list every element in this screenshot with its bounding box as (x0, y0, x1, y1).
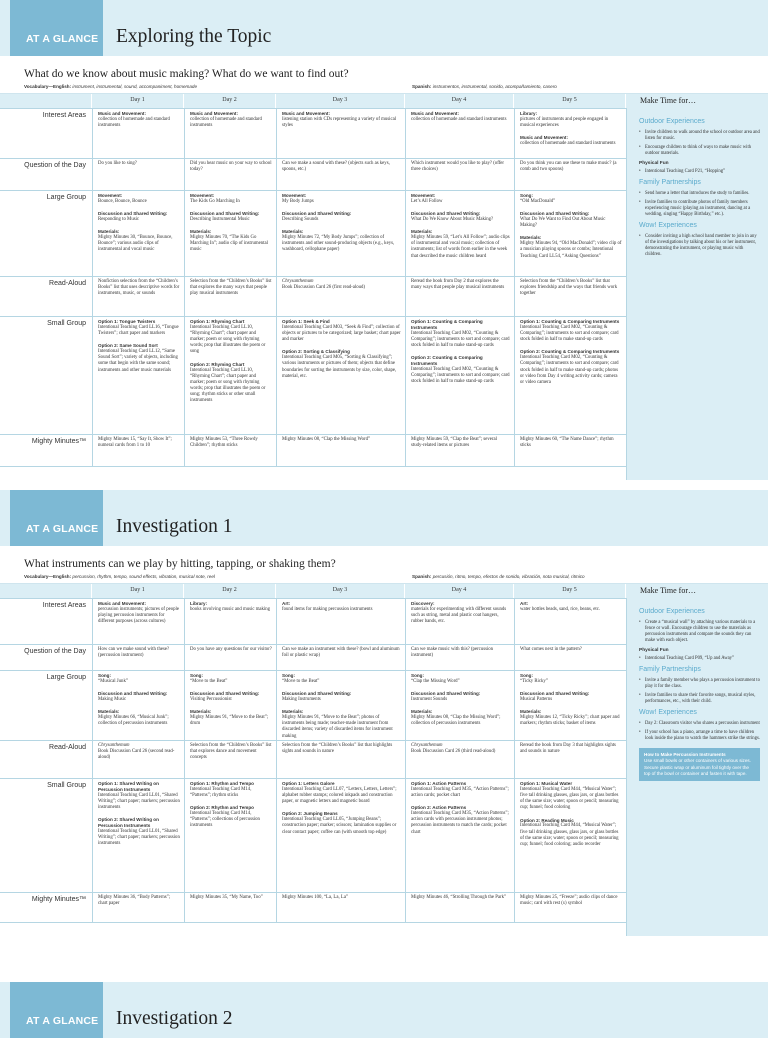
sidebar-heading: Wow! Experiences (639, 222, 697, 230)
sidebar-list-item: • Day 2: Classroom visitor who shares a percussion instrument (639, 721, 760, 727)
activity-type: Music and Movement: (282, 111, 330, 116)
schedule-cell: Library: books involving music and music making (184, 598, 276, 644)
page-title: Investigation 1 (116, 516, 233, 538)
activity-type: Movement: (190, 193, 215, 198)
day-label: Day 2 (222, 97, 237, 103)
activity-type: Music and Movement: (98, 111, 146, 116)
schedule-cell: Did you hear music on your way to school today? (184, 158, 276, 190)
row-label: Interest Areas (42, 112, 86, 119)
day-column-header (92, 94, 184, 108)
activity-type: Materials: (282, 229, 304, 235)
schedule-cell: Art: found items for making percussion instruments (276, 598, 405, 644)
activity-type: Library: (520, 111, 538, 116)
schedule-cell: Song: “Clap the Missing Word” Discussion and Shared Writing: Instrument Sounds Materials: Mighty Minutes 08, “Clap the Missing Word”; collection of percussion instruments (405, 670, 514, 740)
activity-type: Materials: (411, 709, 433, 715)
activity-type: Option 2: Action Patterns (411, 805, 467, 811)
schedule-cell: Mighty Minutes 100, “La, La, La” (276, 892, 405, 922)
activity-type: Materials: (520, 235, 542, 241)
vocabulary-english (24, 84, 197, 90)
schedule-cell: Nonfiction selection from the “Children’s Books” list that uses descriptive words for instruments, music, or sounds (92, 276, 184, 316)
activity-type: Song: (98, 673, 112, 678)
activity-type: Materials: (520, 709, 542, 715)
day-label: Day 2 (222, 587, 237, 593)
sidebar-list (639, 656, 760, 662)
schedule-cell: Song: “Musical Junk” Discussion and Shared Writing: Making Music Materials: Mighty Minutes 66, “Musical Junk”; collection of percussion instruments (92, 670, 184, 740)
schedule-cell: Movement: Let’s All Follow Discussion and Shared Writing: What Do We Know About Music Making? Materials: Mighty Minutes 59, “Let’s All Follow”; audio clips of instrumental and vocal music; collection of instruments; list of words from earlier in the week that described the music children heard (405, 190, 514, 276)
guiding-question-band (0, 56, 768, 94)
day-column-header (276, 94, 405, 108)
sidebar-list-item: • Intentional Teaching Card P21, “Hopping” (639, 169, 760, 175)
day-label: Day 5 (562, 97, 577, 103)
sidebar-subheading: Physical Fun (639, 648, 669, 654)
activity-type: Song: (282, 673, 296, 678)
vocabulary-spanish (412, 574, 585, 580)
schedule-cell: Movement: The Kids Go Marching In Discussion and Shared Writing: Describing Instrumental Music Materials: Mighty Minutes 70, “The Kids Go Marching In”; audio clip of instrumental music (184, 190, 276, 276)
schedule-cell: Discovery: materials for experimenting with different sounds such as string, metal and plastic coat hangers, rubber bands, etc. (405, 598, 514, 644)
page-header (0, 0, 768, 56)
sidebar-heading: Outdoor Experiences (639, 608, 705, 615)
schedule-cell: Music and Movement: collection of homemade and standard instruments (92, 108, 184, 158)
activity-type: Discussion and Shared Writing: (98, 211, 168, 217)
tab-label: AT A GLANCE (26, 1014, 99, 1027)
how-to-callout (639, 748, 760, 781)
guiding-question: What instruments can we play by hitting, tapping, or shaking them? (24, 558, 336, 570)
schedule-cell: Selection from the “Children’s Books” list that explores dance and movement concepts (184, 740, 276, 778)
vocabulary-spanish (412, 84, 557, 90)
schedule-cell: Option 1: Seek & Find Intentional Teaching Card M03, “Seek & Find”; collection of objects or pictures to be categorized; large basket; chart paper and marker Option 2: Sorting & Classifying Intentional Teaching Card M05, “Sorting & Classifying”; various instruments or pictures of them; objects that define boundaries for sorting the instruments by size, color, shape, material, etc. (276, 316, 405, 434)
at-a-glance-page (0, 0, 768, 490)
activity-type: Song: (411, 673, 425, 678)
activity-type: Materials: (190, 229, 212, 235)
activity-type: Discussion and Shared Writing: (520, 691, 590, 697)
vocabulary-english (24, 574, 215, 580)
activity-type: Discussion and Shared Writing: (520, 211, 590, 217)
callout-text: Use small bowls or other containers of various sizes. Secure plastic wrap or aluminum foil tightly over the top of the bowl or container and fasten it with tape. (644, 758, 751, 776)
row-label: Large Group (46, 194, 86, 201)
schedule-cell: Song: “Ticky Ricky” Discussion and Shared Writing: Musical Patterns Materials: Mighty Minutes 12, “Ticky Ricky”; chart paper and markers; rhythm sticks; basket of items (514, 670, 626, 740)
activity-type: Song: (520, 673, 534, 678)
vocab-label: Vocabulary—English: (24, 84, 72, 89)
sidebar-list-item: • Invite families to share their favorite songs, musical styles, performances, etc., with their child. (639, 693, 760, 705)
at-a-glance-tab (10, 0, 103, 56)
activity-type: Option 1: Counting & Comparing Instruments (520, 319, 620, 324)
schedule-cell: Music and Movement: collection of homemade and standard instruments (405, 108, 514, 158)
activity-type: Art: (520, 601, 529, 606)
row-divider (0, 466, 626, 467)
schedule-cell: Do you think you can use these to make music? (a comb and two spoons) (514, 158, 626, 190)
schedule-cell: Mighty Minutes 46, “Strolling Through the Park” (405, 892, 514, 922)
day-column-header (514, 94, 626, 108)
schedule-cell: Mighty Minutes 53, “Three Rowdy Children”; rhythm sticks (184, 434, 276, 466)
activity-type: Option 2: Jumping Beans (282, 811, 338, 817)
at-a-glance-tab (10, 982, 103, 1038)
activity-type: Discussion and Shared Writing: (190, 691, 260, 697)
schedule-cell: Do you like to sing? (92, 158, 184, 190)
sidebar-subheading: Physical Fun (639, 161, 669, 167)
page-header (0, 982, 768, 1038)
sidebar-list-item: • Invite families to contribute photos of family members experiencing music (playing an instrument, dancing at a wedding, singing “Happy Birthday,” etc.). (639, 200, 760, 218)
row-label: Large Group (46, 674, 86, 681)
make-time-label: Make Time for… (640, 96, 696, 105)
row-label: Question of the Day (24, 648, 86, 655)
day-label: Day 3 (332, 587, 348, 593)
activity-type: Music and Movement: (98, 601, 146, 606)
row-divider (0, 922, 626, 923)
schedule-cell: Mighty Minutes 60, “The Name Dance”; rhythm sticks (514, 434, 626, 466)
sidebar-list-item: • Invite children to walk around the school or outdoor area and listen for music. (639, 130, 760, 142)
row-label: Read-Aloud (49, 280, 86, 287)
activity-type: Art: (282, 601, 291, 606)
make-time-header (626, 584, 768, 598)
schedule-cell: What comes next in the pattern? (514, 644, 626, 670)
schedule-cell: Which instrument would you like to play? (offer three choices) (405, 158, 514, 190)
schedule-cell: Option 1: Action Patterns Intentional Teaching Card M35, “Action Patterns”; action cards; pocket chart Option 2: Action Patterns Intentional Teaching Card M35, “Action Patterns”; action cards with percussion instrument photos; percussion instruments to match the cards; pocket chart (405, 778, 514, 892)
activity-type: Movement: (98, 193, 123, 198)
schedule-cell: Movement: My Body Jumps Discussion and Shared Writing: Describing Sounds Materials: Mighty Minutes 72, “My Body Jumps”; collection of instruments and other sound-producing objects (e.g., keys, washboard, cellophane paper) (276, 190, 405, 276)
activity-type: Materials: (98, 229, 120, 235)
activity-type: Option 1: Rhythm and Tempo (190, 781, 254, 786)
schedule-cell: Option 1: Letters Galore Intentional Teaching Card LL07, “Letters, Letters, Letters”; alphabet rubber stamps; colored inkpads and construction paper, or magnetic letters and magnetic board Option 2: Jumping Beans Intentional Teaching Card LL05, “Jumping Beans”; construction paper; marker; scissors; lamination supplies or clear contact paper; coffee can (with smooth top edge) (276, 778, 405, 892)
activity-type: Discussion and Shared Writing: (282, 691, 352, 697)
schedule-cell: Library: pictures of instruments and people engaged in musical experiences Music and Movement: collection of homemade and standard instruments (514, 108, 626, 158)
activity-type: Materials: (190, 709, 212, 715)
activity-type: Option 2: Rhyming Chart (190, 361, 245, 367)
schedule-cell: Selection from the “Children’s Books” list that explores friendship and the ways that friends work together (514, 276, 626, 316)
activity-type: Music and Movement: (520, 135, 568, 141)
day-column-header (405, 584, 514, 598)
row-label-header (0, 584, 92, 598)
sidebar-list (639, 721, 760, 742)
activity-type: Option 1: Letters Galore (282, 781, 335, 786)
row-label: Read-Aloud (49, 744, 86, 751)
schedule-cell: Reread the book from Day 2 that explores the many ways that people play musical instruments (405, 276, 514, 316)
make-time-header (626, 94, 768, 108)
sidebar-heading: Outdoor Experiences (639, 118, 705, 125)
activity-type: Music and Movement: (411, 111, 459, 116)
make-time-for-sidebar (626, 108, 768, 480)
sidebar-list (639, 130, 760, 157)
activity-type: Song: (520, 193, 534, 198)
schedule-cell: Option 1: Counting & Comparing Instruments Intentional Teaching Card M02, “Counting & Comparing”; instruments to sort and compare; card stock folded in half to make stand-up cards Option 2: Counting & Comparing Instruments Intentional Teaching Card M02, “Counting & Comparing”; instruments to sort and compare; card stock folded in half to make stand-up cards; photos or video from Day 4 writing activity cards; camera or video camera (514, 316, 626, 434)
activity-type: Option 1: Counting & Comparing Instruments (411, 319, 483, 330)
activity-type: Option 1: Musical Water (520, 781, 573, 786)
sidebar-list-item: • Consider inviting a high school band member to join in any of the investigations by talking about his or her instrument, demonstrating the instrument, or playing music with children. (639, 234, 760, 258)
day-label: Day 3 (332, 97, 348, 103)
vocab-label: Spanish: (412, 84, 432, 89)
at-a-glance-tab (10, 490, 103, 546)
sidebar-list-item: • Send home a letter that introduces the study to families. (639, 191, 760, 197)
activity-type: Song: (190, 673, 204, 678)
schedule-cell: Option 1: Counting & Comparing Instruments Intentional Teaching Card M02, “Counting & Comparing”; instruments to sort and compare; card stock folded in half to make stand-up cards Option 2: Counting & Comparing Instruments Intentional Teaching Card M02, “Counting & Comparing”; instruments to sort and compare; card stock folded in half to make stand-up cards (405, 316, 514, 434)
schedule-cell: Reread the book from Day 3 that highlights sights and sounds in nature (514, 740, 626, 778)
page-title: Exploring the Topic (116, 26, 272, 48)
schedule-cell: Mighty Minutes 08, “Clap the Missing Word” (276, 434, 405, 466)
activity-type: Option 2: Sorting & Classifying (282, 349, 350, 355)
sidebar-heading: Family Partnerships (639, 179, 701, 187)
day-column-header (514, 584, 626, 598)
activity-type: Movement: (411, 193, 436, 198)
day-column-header (276, 584, 405, 598)
schedule-cell: Option 1: Rhyming Chart Intentional Teaching Card LL10, “Rhyming Chart”; chart paper and marker; poem or song with rhyming words; prop that illustrates the poem or song Option 2: Rhyming Chart Intentional Teaching Card LL10, “Rhyming Chart”; chart paper and marker; poem or song with rhyming words; prop that illustrates the poem or song; rhythm sticks or other small instruments (184, 316, 276, 434)
schedule-cell: Can we make an instrument with these? (bowl and aluminum foil or plastic wrap) (276, 644, 405, 670)
at-a-glance-page (0, 490, 768, 982)
tab-label: AT A GLANCE (26, 522, 99, 535)
schedule-cell: Do you have any questions for our visitor? (184, 644, 276, 670)
day-label: Day 4 (451, 587, 467, 593)
activity-type: Materials: (282, 709, 304, 715)
sidebar-list (639, 234, 760, 258)
activity-type: Option 1: Shared Writing on Percussion Instruments (98, 781, 159, 792)
schedule-cell: Option 1: Rhythm and Tempo Intentional Teaching Card M14, “Patterns”; rhythm sticks Option 2: Rhythm and Tempo Intentional Teaching Card M14, “Patterns”; collections of percussion instruments (184, 778, 276, 892)
schedule-cell: Mighty Minutes 25, “Freeze”; audio clips of dance music; card with rest (ɤ) symbol (514, 892, 626, 922)
activity-type: Materials: (98, 709, 120, 715)
schedule-cell: How can we make sound with these? (percussion instrument) (92, 644, 184, 670)
sidebar-list-item: • Intentional Teaching Card P09, “Up and Away” (639, 656, 760, 662)
page-header (0, 490, 768, 546)
activity-type: Option 1: Action Patterns (411, 781, 467, 786)
vocab-label: Spanish: (412, 574, 432, 579)
activity-type: Materials: (411, 229, 433, 235)
row-label: Small Group (47, 320, 86, 327)
schedule-cell: Chrysanthemum Book Discussion Card 26 (first read-aloud) (276, 276, 405, 316)
row-label: Mighty Minutes™ (31, 896, 86, 903)
row-label-header (0, 94, 92, 108)
activity-type: Discussion and Shared Writing: (411, 211, 481, 217)
schedule-cell: Mighty Minutes 59, “Clap the Beat”; several study-related items or pictures (405, 434, 514, 466)
schedule-cell: Song: “Old MacDonald” Discussion and Shared Writing: What Do We Want to Find Out About Music Making? Materials: Mighty Minutes 94, “Old MacDonald”; video clip of a musician playing spoons or combs; Intentional Teaching Card LL54, “Asking Questions” (514, 190, 626, 276)
schedule-cell: Song: “Move to the Beat” Discussion and Shared Writing: Visiting Percussionist Materials: Mighty Minutes 91, “Move to the Beat”; drum (184, 670, 276, 740)
callout-title: How to Make Percussion Instruments (644, 752, 726, 758)
vocab-label: Vocabulary—English: (24, 574, 72, 579)
sidebar-list-item: • Encourage children to think of ways to make music with outdoor materials. (639, 145, 760, 157)
page-title: Investigation 2 (116, 1008, 233, 1030)
vocab-words: instrumentos, instrumental, sonido, acompañamiento, casero (432, 84, 557, 89)
make-time-label: Make Time for… (640, 586, 696, 595)
guiding-question-band (0, 546, 768, 584)
make-time-for-sidebar (626, 598, 768, 936)
schedule-cell: Chrysanthemum Book Discussion Card 26 (third read-aloud) (405, 740, 514, 778)
sidebar-list-item: • If your school has a piano, arrange a time to have children look inside the piano to watch the hammers strike the strings. (639, 730, 760, 742)
schedule-cell: Option 1: Shared Writing on Percussion Instruments Intentional Teaching Card LL01, “Shared Writing”; chart paper; markers; percussion instruments Option 2: Shared Writing on Percussion Instruments Intentional Teaching Card LL01, “Shared Writing”; chart paper; markers; percussion instruments (92, 778, 184, 892)
activity-type: Option 1: Seek & Find (282, 319, 330, 324)
row-label: Interest Areas (42, 602, 86, 609)
day-label: Day 5 (562, 587, 577, 593)
schedule-cell: Selection from the “Children’s Books” list that explores the many ways that people play musical instruments (184, 276, 276, 316)
day-column-header (405, 94, 514, 108)
schedule-cell: Music and Movement: percussion instruments; pictures of people playing percussion instruments for different purposes (across cultures) (92, 598, 184, 644)
activity-type: Movement: (282, 193, 307, 198)
activity-type: Option 1: Tongue Twisters (98, 319, 156, 324)
activity-type: Discussion and Shared Writing: (282, 211, 352, 217)
schedule-cell: Song: “Move to the Beat” Discussion and Shared Writing: Making Instruments Materials: Mighty Minutes 91, “Move to the Beat”; photos of instruments being made; teacher-made instrument from discarded items; variety of discarded items for instrument making (276, 670, 405, 740)
sidebar-list (639, 620, 760, 644)
sidebar-heading: Family Partnerships (639, 666, 701, 674)
schedule-cell: Mighty Minutes 36, “Body Patterns”; chart paper (92, 892, 184, 922)
sidebar-list (639, 169, 760, 175)
vocab-words: percusión, ritmo, tempo, efectos de sonido, vibración, nota musical, ritmico (432, 574, 585, 579)
activity-type: Discussion and Shared Writing: (190, 211, 260, 217)
schedule-cell: Selection from the “Children’s Books” list that highlights sights and sounds in nature (276, 740, 405, 778)
schedule-cell: Can we make music with this? (percussion instrument) (405, 644, 514, 670)
row-label: Small Group (47, 782, 86, 789)
tab-label: AT A GLANCE (26, 32, 99, 45)
schedule-cell: Art: water bottles beads, sand, rice, beans, etc. (514, 598, 626, 644)
day-column-header (92, 584, 184, 598)
at-a-glance-page (0, 982, 768, 1030)
activity-type: Discussion and Shared Writing: (98, 691, 168, 697)
schedule-cell: Music and Movement: collection of homemade and standard instruments (184, 108, 276, 158)
day-label: Day 1 (130, 97, 145, 103)
activity-type: Discovery: (411, 601, 435, 606)
day-label: Day 1 (130, 587, 145, 593)
activity-type: Option 2: Reading Music (520, 817, 574, 823)
schedule-cell: Mighty Minutes 15, “Say It, Show It”; numeral cards from 1 to 10 (92, 434, 184, 466)
schedule-cell: Can we make a sound with these? (objects such as keys, spoons, etc.) (276, 158, 405, 190)
vocab-words: percussion, rhythm, tempo, sound effects, vibration, musical note, reel (72, 574, 215, 579)
schedule-cell: Music and Movement: listening station with CDs representing a variety of musical styles (276, 108, 405, 158)
day-column-header (184, 584, 276, 598)
schedule-cell: Mighty Minutes 35, “My Name, Too” (184, 892, 276, 922)
activity-type: Option 2: Counting & Comparing Instruments (520, 349, 620, 355)
guiding-question: What do we know about music making? What do we want to find out? (24, 68, 349, 80)
activity-type: Option 2: Shared Writing on Percussion Instruments (98, 817, 159, 829)
row-label: Question of the Day (24, 162, 86, 169)
schedule-cell: Option 1: Tongue Twisters Intentional Teaching Card LL16, “Tongue Twisters”; chart paper and markers Option 2: Same Sound Sort Intentional Teaching Card LL12, “Same Sound Sort”; variety of objects, including some that begin with the same sound; instruments and other music materials (92, 316, 184, 434)
sidebar-list (639, 191, 760, 218)
activity-type: Discussion and Shared Writing: (411, 691, 481, 697)
day-label: Day 4 (451, 97, 467, 103)
activity-type: Option 2: Same Sound Sort (98, 343, 158, 349)
schedule-cell: Movement: Bounce, Bounce, Bounce Discussion and Shared Writing: Responding to Music Materials: Mighty Minutes 30, “Bounce, Bounce, Bounce”; various audio clips of instrumental and vocal music (92, 190, 184, 276)
vocab-words: instrument, instrumental, sound, accompaniment, homemade (72, 84, 198, 89)
activity-type: Music and Movement: (190, 111, 238, 116)
day-column-header (184, 94, 276, 108)
schedule-cell: Chrysanthemum Book Discussion Card 26 (second read-aloud) (92, 740, 184, 778)
sidebar-list-item: • Create a “musical wall” by attaching various materials to a fence or wall. Encourage children to use the materials as percussion instruments and compare the sounds they can make with each object. (639, 620, 760, 644)
sidebar-heading: Wow! Experiences (639, 709, 697, 717)
row-label: Mighty Minutes™ (31, 438, 86, 445)
activity-type: Library: (190, 601, 208, 606)
sidebar-list-item: • Invite a family member who plays a percussion instrument to play it for the class. (639, 678, 760, 690)
activity-type: Option 2: Rhythm and Tempo (190, 805, 254, 811)
activity-type: Option 2: Counting & Comparing Instruments (411, 355, 483, 367)
sidebar-list (639, 678, 760, 705)
activity-type: Option 1: Rhyming Chart (190, 319, 245, 324)
schedule-cell: Option 1: Musical Water Intentional Teaching Card M44, “Musical Water”; five tall drinking glasses, glass jars, or glass bottles of the same size; water; spoon or pencil; measuring cup; funnel; food coloring Option 2: Reading Music Intentional Teaching Card M44, “Musical Water”; five tall drinking glasses, glass jars, or glass bottles of the same size; water; spoon or pencil; measuring cup; funnel; food coloring; audio recorder (514, 778, 626, 892)
